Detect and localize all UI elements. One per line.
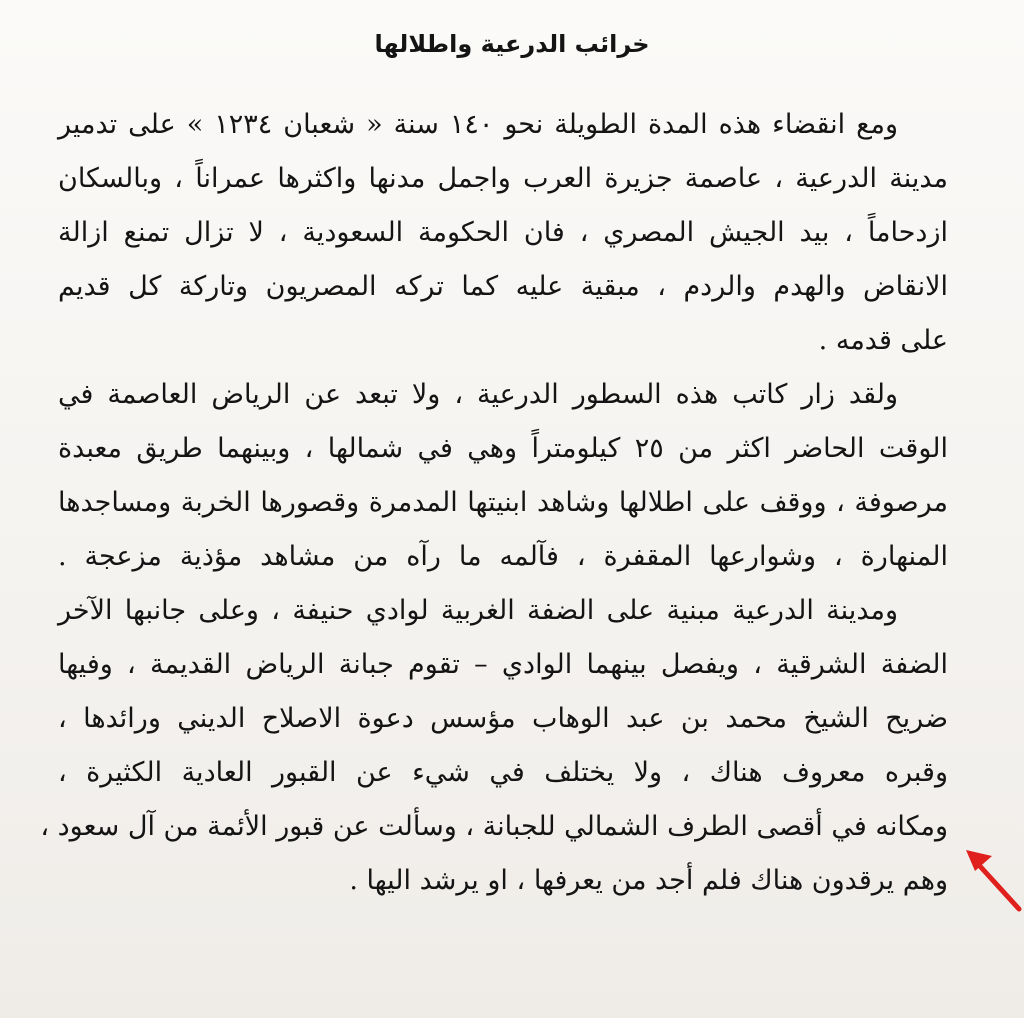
text-line: وقبره معروف هناك ، ولا يختلف في شيء عن القبور العادية الكثيرة ، [58, 757, 948, 788]
text-line: المنهارة ، وشوارعها المقفرة ، فآلمه ما رآه من مشاهد مؤذية مزعجة . [58, 541, 948, 572]
text-line: على قدمه . [818, 325, 948, 356]
text-body [40, 98, 948, 908]
text-line: الضفة الشرقية ، ويفصل بينهما الوادي – تقوم جبانة الرياض القديمة ، وفيها [58, 649, 948, 680]
text-line: ومدينة الدرعية مبنية على الضفة الغربية لوادي حنيفة ، وعلى جانبها الآخر [58, 595, 898, 626]
text-line: وهم يرقدون هناك فلم أجد من يعرفها ، او يرشد اليها . [349, 865, 948, 896]
paragraph-3 [40, 584, 948, 908]
paragraph-1 [58, 98, 948, 368]
arrow-shaft [978, 864, 1019, 909]
text-line: ومكانه في أقصى الطرف الشمالي للجبانة ، وسألت عن قبور الأئمة من آل سعود ، [40, 811, 948, 842]
text-line: الوقت الحاضر اكثر من ٢٥ كيلومتراً وهي في شمالها ، وبينهما طريق معبدة [58, 433, 948, 464]
text-line: ازدحاماً ، بيد الجيش المصري ، فان الحكومة السعودية ، لا تزال تمنع ازالة [58, 217, 948, 248]
text-line: ولقد زار كاتب هذه السطور الدرعية ، ولا تبعد عن الرياض العاصمة في [58, 379, 898, 410]
paragraph-2 [58, 368, 948, 584]
text-line: مرصوفة ، ووقف على اطلالها وشاهد ابنيتها المدمرة وقصورها الخربة ومساجدها [58, 487, 948, 518]
text-line: ضريح الشيخ محمد بن عبد الوهاب مؤسس دعوة الاصلاح الديني ورائدها ، [58, 703, 948, 734]
red-arrow-icon [962, 838, 1024, 918]
text-line: مدينة الدرعية ، عاصمة جزيرة العرب واجمل مدنها واكثرها عمراناً ، وبالسكان [58, 163, 948, 194]
text-line: الانقاض والهدم والردم ، مبقية عليه كما تركه المصريون وتاركة كل قديم [58, 271, 948, 302]
text-line: ومع انقضاء هذه المدة الطويلة نحو ١٤٠ سنة « شعبان ١٢٣٤ » على تدمير [58, 109, 899, 140]
page-title: خرائب الدرعية واطلالها [374, 30, 650, 58]
